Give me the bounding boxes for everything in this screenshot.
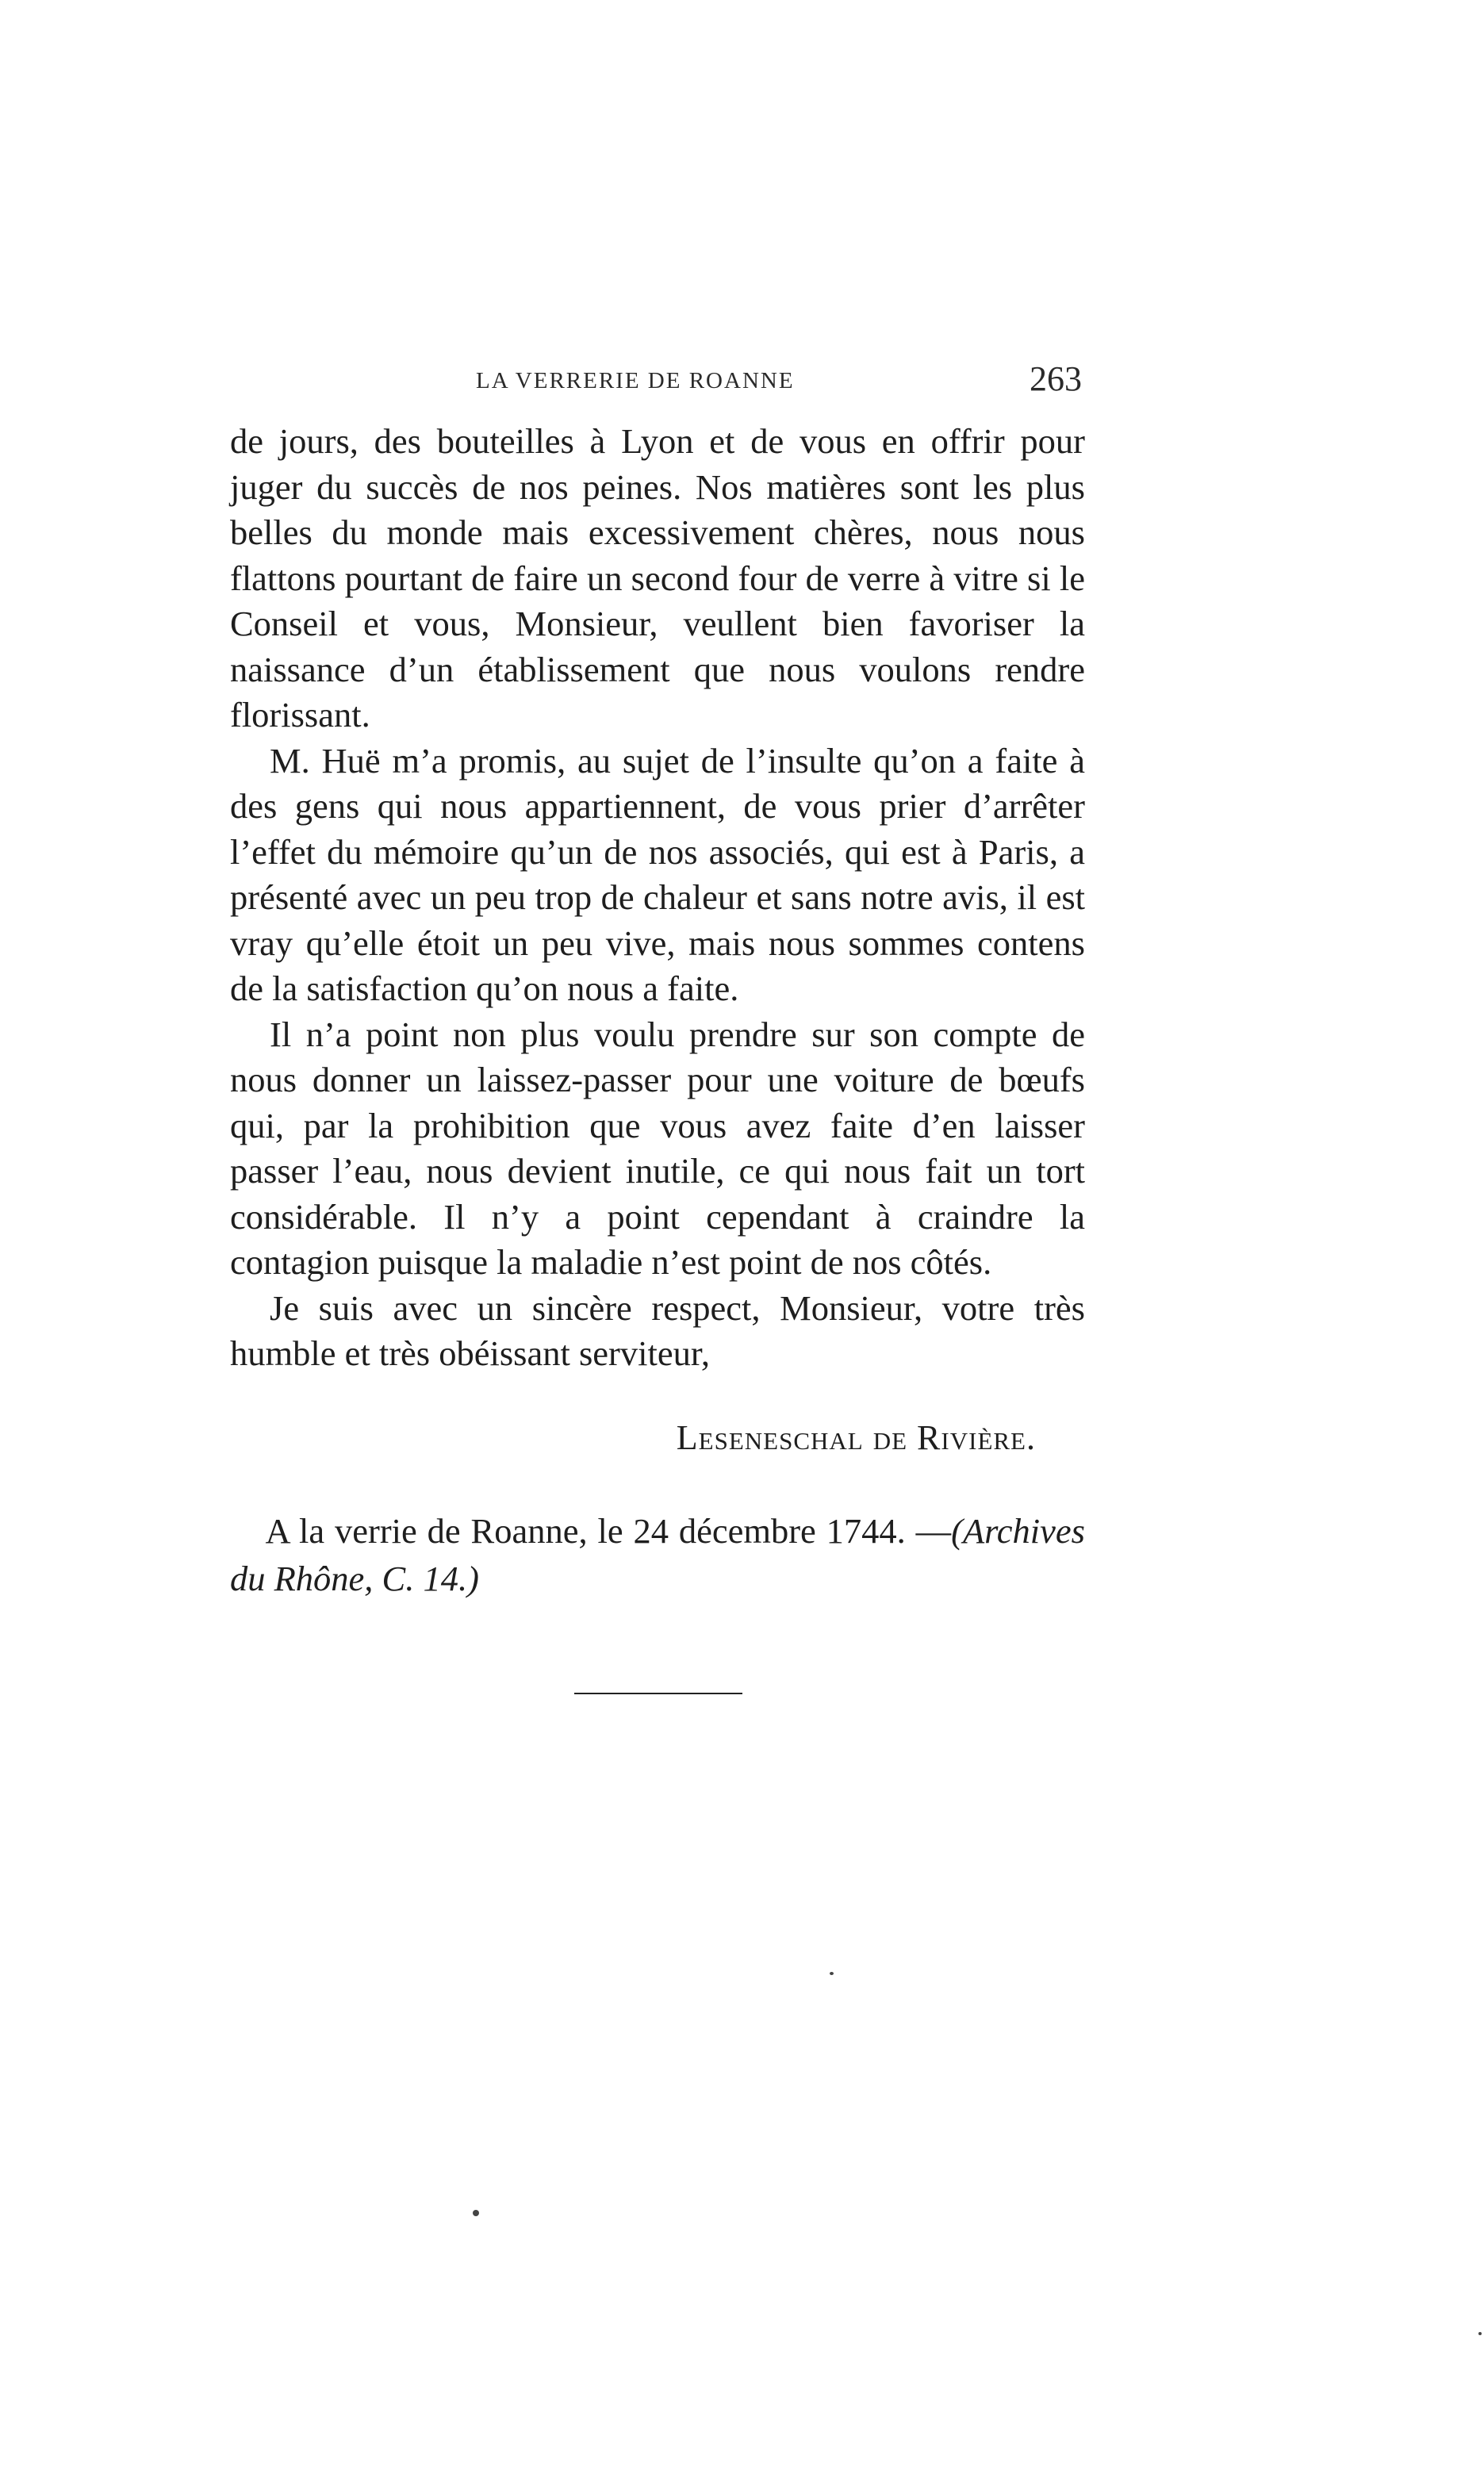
running-header xyxy=(230,357,1087,405)
scan-speck xyxy=(473,2210,479,2216)
scan-speck xyxy=(1478,2332,1482,2335)
source-place-date: A la verrie de Roanne, le 24 décembre 1744. — xyxy=(265,1511,952,1551)
source-note xyxy=(230,1507,1085,1602)
scan-speck xyxy=(830,1972,834,1975)
paragraph-laissez-passer: Il n’a point non plus voulu prendre sur son compte de nous donner un laissez-passer pour une voiture de bœufs qui, par la prohibition que vous avez faite d’en laisser passer l’eau, nous devient inutile, ce qui nous fait un tort considérable. Il n’y a point cependant à craindre la contagion puisque la maladie n’est point de nos côtés. xyxy=(230,1014,1085,1282)
signature: Leseneschal de Rivière. xyxy=(676,1418,1036,1457)
letter-body xyxy=(230,419,1085,1377)
paragraph-continuation: de jours, des bouteilles à Lyon et de vous en offrir pour juger du succès de nos peines. Nos matières sont les plus belles du monde mais excessivement chères, nous nous flattons pourtant de faire un second four de verre à vitre si le Conseil et vous, Monsieur, veullent bien favoriser la naissance d’un établissement que nous voulons rendre florissant. xyxy=(230,421,1085,735)
page-number: 263 xyxy=(1030,359,1082,398)
running-title: LA VERRERIE DE ROANNE xyxy=(476,368,795,393)
end-rule xyxy=(574,1693,742,1694)
paragraph-closing: Je suis avec un sincère respect, Monsieur, votre très humble et très obéissant serviteur, xyxy=(230,1287,1085,1373)
source-reference: (Archives du Rhône, C. 14.) xyxy=(230,1511,1085,1598)
paragraph-hue-promise: M. Huë m’a promis, au sujet de l’insulte qu’on a faite à des gens qui nous appartiennent, de vous prier d’arrêter l’effet du mémoire qu’un de nos associés, qui est à Paris, a présenté avec un peu trop de chaleur et sans notre avis, il est vray qu’elle étoit un peu vive, mais nous sommes contens de la satisfaction qu’on nous a faite. xyxy=(230,740,1085,1008)
